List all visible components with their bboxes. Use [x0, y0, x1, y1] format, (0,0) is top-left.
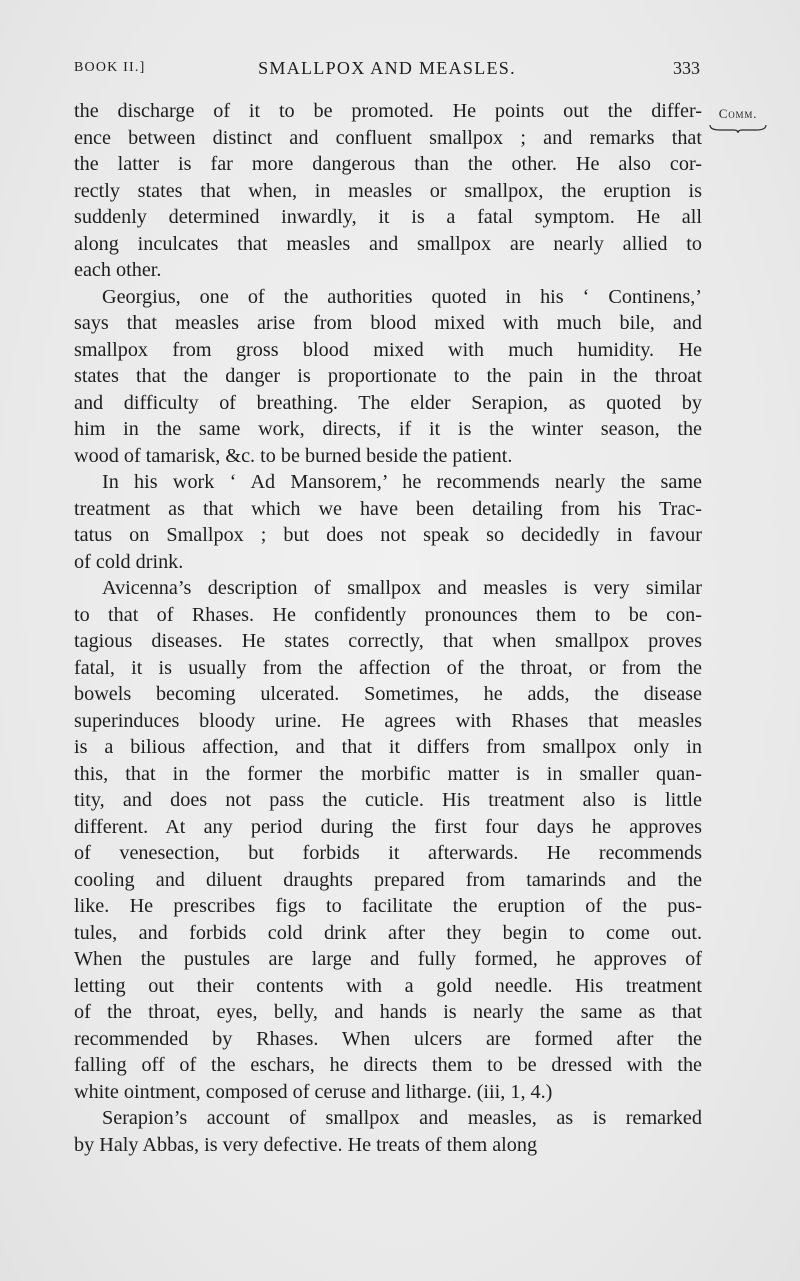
text-line: bowels becoming ulcerated. Sometimes, he adds, the disease: [74, 683, 702, 705]
text-line: Georgius, one of the authorities quoted in his ‘ Continens,’: [102, 285, 702, 308]
margin-note: [708, 106, 768, 134]
text-line: rectly states that when, in measles or smallpox, the eruption is: [74, 179, 702, 202]
text-line: the latter is far more dangerous than the other. He also cor-: [74, 153, 702, 175]
text-line: tagious diseases. He states correctly, that when smallpox proves: [74, 630, 702, 652]
text-line: wood of tamarisk, &c. to be burned beside the patient.: [74, 444, 513, 467]
text-line: states that the danger is proportionate to the pain in the throat: [74, 365, 702, 387]
text-line: superinduces bloody urine. He agrees with Rhases that measles: [74, 709, 702, 732]
text-line: letting out their contents with a gold needle. His treatment: [74, 974, 702, 997]
text-line: is a bilious affection, and that it differs from smallpox only in: [74, 736, 702, 758]
text-line: treatment as that which we have been detailing from his Trac-: [74, 497, 702, 520]
text-line: cooling and diluent draughts prepared from tamarinds and the: [74, 868, 702, 891]
text-line: white ointment, composed of ceruse and litharge. (iii, 1, 4.): [74, 1080, 553, 1103]
text-line: Avicenna’s description of smallpox and measles is very similar: [102, 577, 702, 599]
text-line: like. He prescribes figs to facilitate the eruption of the pus-: [74, 895, 702, 917]
text-line: tatus on Smallpox ; but does not speak so decidedly in favour: [74, 524, 702, 546]
text-line: him in the same work, directs, if it is the winter season, the: [74, 418, 702, 440]
paragraph: [74, 469, 702, 575]
text-line: tules, and forbids cold drink after they begin to come out.: [74, 921, 702, 944]
book-label: BOOK II.]: [74, 60, 146, 75]
text-line: of venesection, but forbids it afterwards. He recommends: [74, 842, 702, 864]
running-head: [74, 58, 700, 82]
text-line: each other.: [74, 259, 162, 281]
margin-note-label: Comm.: [718, 106, 758, 121]
text-line: of cold drink.: [74, 550, 184, 573]
text-line: When the pustules are large and fully formed, he approves of: [74, 948, 702, 970]
text-line: Serapion’s account of smallpox and measles, as is remarked: [102, 1107, 702, 1129]
text-line: In his work ‘ Ad Mansorem,’ he recommends nearly the same: [102, 471, 702, 493]
text-line: ence between distinct and confluent smallpox ; and remarks that: [74, 126, 702, 149]
text-line: this, that in the former the morbific matter is in smaller quan-: [74, 762, 702, 785]
text-line: smallpox from gross blood mixed with much humidity. He: [74, 338, 702, 361]
page-number: 333: [673, 58, 700, 78]
text-line: along inculcates that measles and smallpox are nearly allied to: [74, 232, 702, 255]
text-line: says that measles arise from blood mixed with much bile, and: [74, 312, 702, 334]
curly-brace-icon: [708, 124, 768, 134]
paragraph: [74, 98, 702, 284]
text-line: the discharge of it to be promoted. He points out the differ-: [74, 100, 702, 122]
paragraph: [74, 284, 702, 470]
text-line: different. At any period during the first four days he approves: [74, 815, 702, 838]
chapter-title: SMALLPOX AND MEASLES.: [258, 58, 516, 78]
paragraph: [74, 1105, 702, 1158]
text-line: fatal, it is usually from the affection of the throat, or from the: [74, 656, 702, 679]
text-line: suddenly determined inwardly, it is a fatal symptom. He all: [74, 206, 702, 228]
text-line: tity, and does not pass the cuticle. His treatment also is little: [74, 789, 702, 811]
text-line: falling off of the eschars, he directs them to be dressed with the: [74, 1054, 702, 1076]
paragraph: [74, 575, 702, 1105]
text-line: by Haly Abbas, is very defective. He treats of them along: [74, 1133, 538, 1156]
body-text: [74, 98, 702, 1158]
text-line: of the throat, eyes, belly, and hands is nearly the same as that: [74, 1001, 702, 1023]
text-line: and difficulty of breathing. The elder Serapion, as quoted by: [74, 391, 702, 414]
text-line: to that of Rhases. He confidently pronounces them to be con-: [74, 603, 702, 626]
text-line: recommended by Rhases. When ulcers are formed after the: [74, 1027, 702, 1050]
